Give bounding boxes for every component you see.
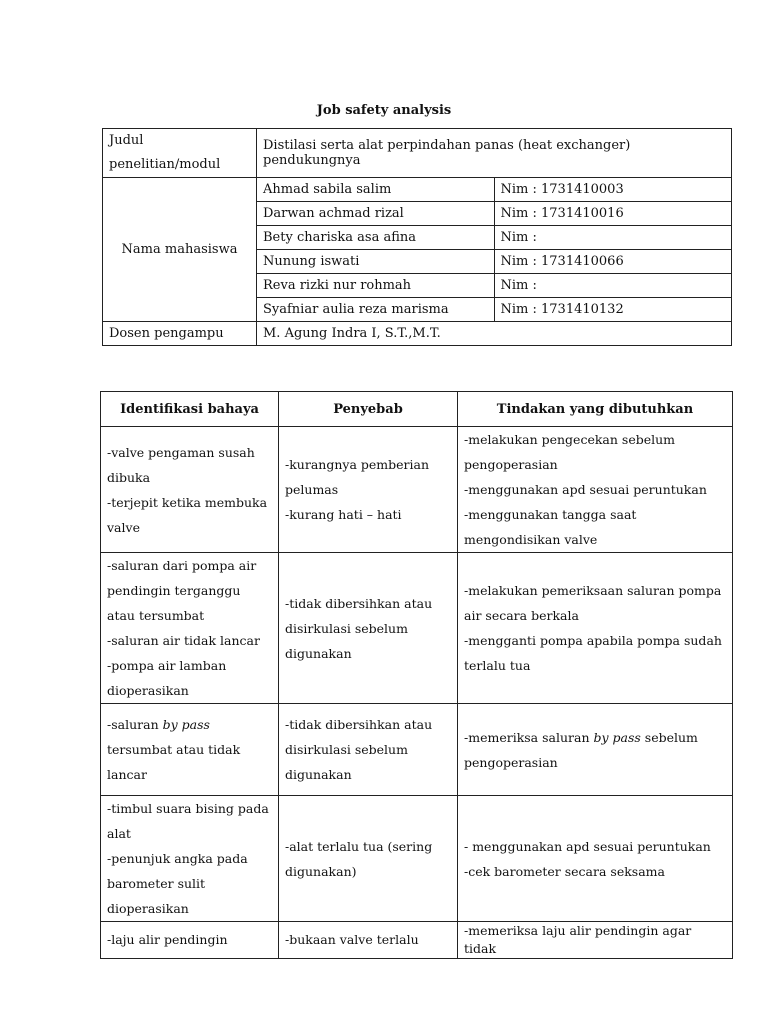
table-row	[101, 922, 733, 959]
header-identifikasi: Identifikasi bahaya	[101, 392, 279, 427]
bahaya-cell: -timbul suara bising pada alat -penunjuk angka pada barometer sulit dioperasikan	[101, 796, 279, 922]
dosen-value: M. Agung Indra I, S.T.,M.T.	[257, 322, 732, 346]
bahaya-cell: -saluran by pass tersumbat atau tidak lancar	[101, 704, 279, 796]
bahaya-cell: -saluran dari pompa air pendingin terganggu atau tersumbat -saluran air tidak lancar -pompa air lamban dioperasikan	[101, 553, 279, 704]
bahaya-cell: -laju alir pendingin	[101, 922, 279, 959]
student-nim: Nim :	[494, 274, 732, 298]
header-penyebab: Penyebab	[279, 392, 458, 427]
student-nim: Nim : 1731410016	[494, 202, 732, 226]
judul-value: Distilasi serta alat perpindahan panas (heat exchanger) pendukungnya	[257, 129, 732, 178]
header-tindakan: Tindakan yang dibutuhkan	[458, 392, 733, 427]
penyebab-cell: -tidak dibersihkan atau disirkulasi sebelum digunakan	[279, 704, 458, 796]
table-row	[101, 427, 733, 553]
judul-label: Judul penelitian/modul	[103, 129, 257, 178]
student-name: Bety chariska asa afina	[257, 226, 495, 250]
student-nim: Nim : 1731410003	[494, 178, 732, 202]
penyebab-cell: -alat terlalu tua (sering digunakan)	[279, 796, 458, 922]
student-nim: Nim : 1731410066	[494, 250, 732, 274]
tindakan-cell: -memeriksa laju alir pendingin agar tidak	[458, 922, 733, 959]
table-row	[101, 796, 733, 922]
bahaya-cell: -valve pengaman susah dibuka -terjepit ketika membuka valve	[101, 427, 279, 553]
table-row	[101, 553, 733, 704]
student-name: Ahmad sabila salim	[257, 178, 495, 202]
tindakan-cell: - menggunakan apd sesuai peruntukan -cek barometer secara seksama	[458, 796, 733, 922]
student-name: Darwan achmad rizal	[257, 202, 495, 226]
student-name: Reva rizki nur rohmah	[257, 274, 495, 298]
penyebab-cell: -tidak dibersihkan atau disirkulasi sebelum digunakan	[279, 553, 458, 704]
penyebab-cell: -bukaan valve terlalu	[279, 922, 458, 959]
tindakan-cell: -memeriksa saluran by pass sebelum pengoperasian	[458, 704, 733, 796]
student-nim: Nim :	[494, 226, 732, 250]
tindakan-cell: -melakukan pemeriksaan saluran pompa air secara berkala -mengganti pompa apabila pompa sudah terlalu tua	[458, 553, 733, 704]
info-table	[102, 128, 732, 346]
mahasiswa-label: Nama mahasiswa	[103, 178, 257, 322]
hazard-table	[100, 391, 733, 959]
dosen-label: Dosen pengampu	[103, 322, 257, 346]
student-name: Syafniar aulia reza marisma	[257, 298, 495, 322]
table-row	[101, 704, 733, 796]
page-title: Job safety analysis	[316, 103, 452, 118]
student-name: Nunung iswati	[257, 250, 495, 274]
tindakan-cell: -melakukan pengecekan sebelum pengoperasian -menggunakan apd sesuai peruntukan -menggunakan tangga saat mengondisikan valve	[458, 427, 733, 553]
student-nim: Nim : 1731410132	[494, 298, 732, 322]
penyebab-cell: -kurangnya pemberian pelumas -kurang hati – hati	[279, 427, 458, 553]
